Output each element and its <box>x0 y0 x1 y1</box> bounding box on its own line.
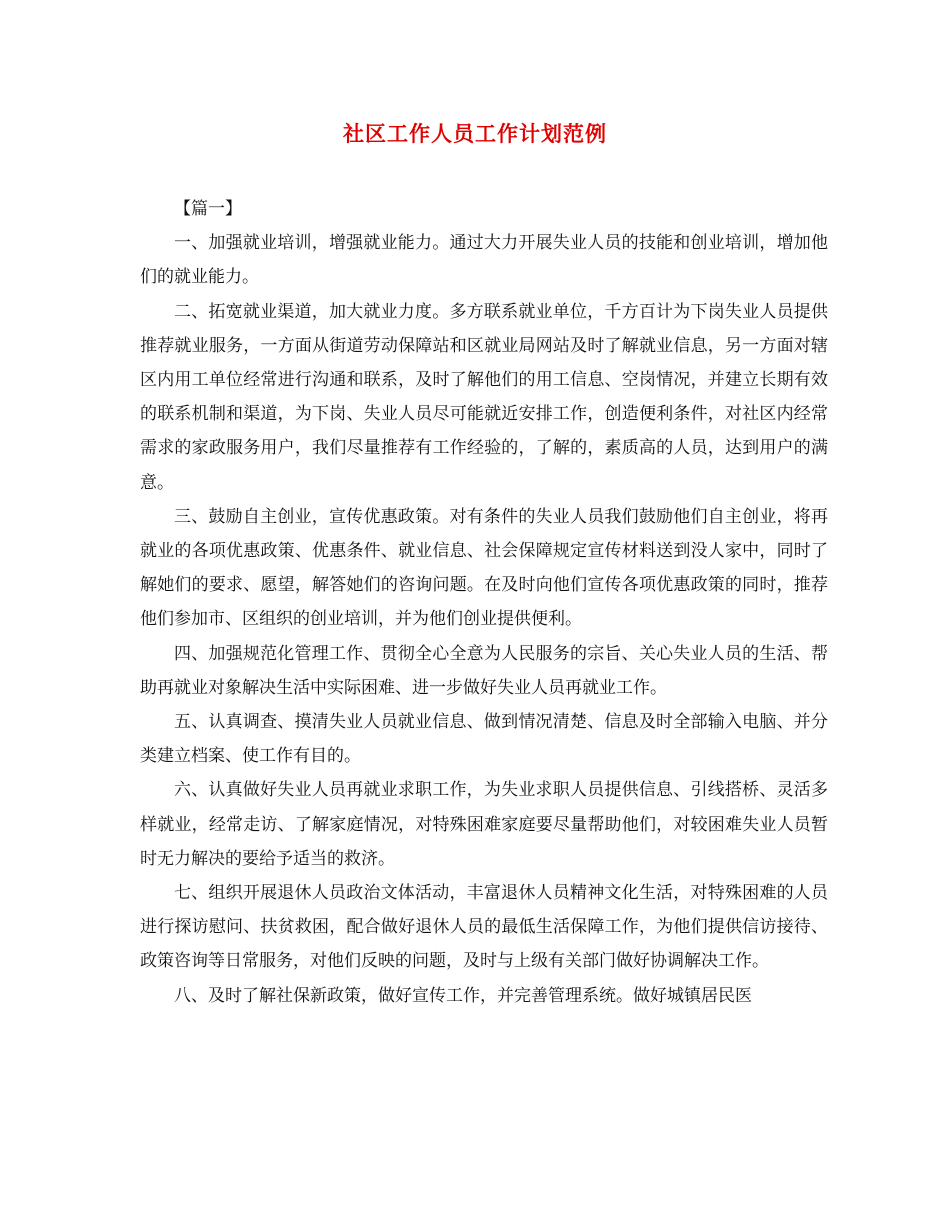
paragraph-8: 八、及时了解社保新政策，做好宣传工作，并完善管理系统。做好城镇居民医 <box>174 985 752 1006</box>
document-body <box>140 192 828 1013</box>
paragraph-2: 二、拓宽就业渠道，加大就业力度。多方联系就业单位，千方百计为下岗失业人员提供推荐就业服务，一方面从街道劳动保障站和区就业局网站及时了解就业信息，另一方面对辖区内用工单位经常进行沟通和联系，及时了解他们的用工信息、空岗情况，并建立长期有效的联系机制和渠道，为下岗、失业人员尽可能就近安排工作，创造便利条件，对社区内经常需求的家政服务用户，我们尽量推荐有工作经验的，了解的，素质高的人员，达到用户的满意。 <box>140 301 828 493</box>
section-label: 【篇一】 <box>174 199 242 219</box>
paragraph-7: 七、组织开展退休人员政治文体活动，丰富退休人员精神文化生活，对特殊困难的人员进行探访慰问、扶贫救困，配合做好退休人员的最低生活保障工作，为他们提供信访接待、政策咨询等日常服务，对他们反映的问题，及时与上级有关部门做好协调解决工作。 <box>140 883 828 972</box>
paragraph-4: 四、加强规范化管理工作、贯彻全心全意为人民服务的宗旨、关心失业人员的生活、帮助再就业对象解决生活中实际困难、进一步做好失业人员再就业工作。 <box>140 643 828 698</box>
document-title: 社区工作人员工作计划范例 <box>343 121 607 146</box>
paragraph-5: 五、认真调查、摸清失业人员就业信息、做到情况清楚、信息及时全部输入电脑、并分类建立档案、使工作有目的。 <box>140 712 828 767</box>
paragraph-3: 三、鼓励自主创业，宣传优惠政策。对有条件的失业人员我们鼓励他们自主创业，将再就业的各项优惠政策、优惠条件、就业信息、社会保障规定宣传材料送到没人家中，同时了解她们的要求、愿望，解答她们的咨询问题。在及时向他们宣传各项优惠政策的同时，推荐他们参加市、区组织的创业培训，并为他们创业提供便利。 <box>140 506 828 630</box>
paragraph-1: 一、加强就业培训，增强就业能力。通过大力开展失业人员的技能和创业培训，增加他们的就业能力。 <box>140 233 828 288</box>
paragraph-6: 六、认真做好失业人员再就业求职工作，为失业求职人员提供信息、引线搭桥、灵活多样就业，经常走访、了解家庭情况，对特殊困难家庭要尽量帮助他们，对较困难失业人员暂时无力解决的要给予适当的救济。 <box>140 780 828 869</box>
